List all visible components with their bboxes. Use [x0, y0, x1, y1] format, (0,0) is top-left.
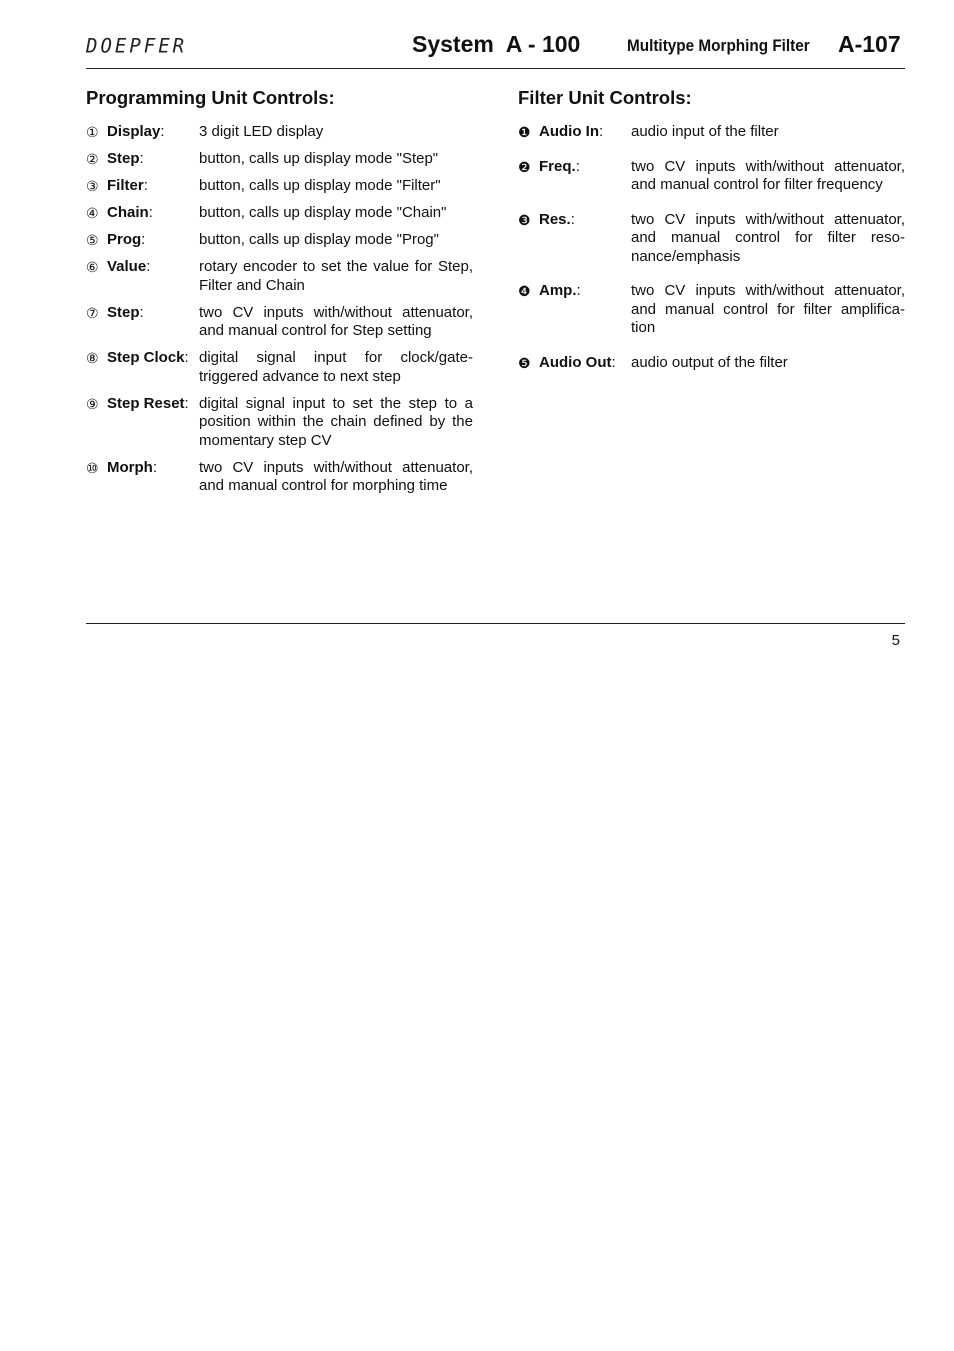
model-number: A-107	[838, 31, 901, 57]
item-description: button, calls up display mode "Filter"	[199, 177, 441, 194]
list-item: ⑧ Step Clock: digital signal input for clock/gate-triggered advance to next step	[86, 349, 473, 385]
list-item: ④ Chain: button, calls up display mode "Chain"	[86, 204, 473, 223]
item-number: ⑧	[86, 350, 99, 366]
item-number: ④	[86, 205, 99, 221]
item-description: audio output of the filter	[631, 353, 788, 371]
module-subtitle: Multitype Morphing Filter	[627, 36, 810, 55]
item-label: Display	[107, 123, 161, 140]
list-item: ❺ Audio Out: audio output of the filter	[518, 354, 905, 373]
item-number: ❹	[518, 283, 531, 299]
list-item: ③ Filter: button, calls up display mode "Filter"	[86, 177, 473, 196]
item-label: Audio In	[539, 123, 599, 140]
item-number: ❶	[518, 124, 531, 140]
list-item: ❶ Audio In: audio input of the filter	[518, 123, 905, 142]
list-item: ⑨ Step Reset: digital signal input to set the step to a position within the chain defined by the momentary step CV	[86, 394, 473, 449]
item-number: ❺	[518, 354, 531, 371]
programming-unit-section	[86, 87, 473, 504]
list-item: ② Step: button, calls up display mode "Step"	[86, 150, 473, 169]
item-label: Audio Out	[539, 353, 612, 371]
item-description: audio input of the filter	[631, 123, 779, 140]
item-label: Freq.	[539, 157, 576, 175]
footer-divider	[86, 623, 905, 624]
item-description: button, calls up display mode "Step"	[199, 150, 439, 167]
list-item: ❷ Freq.: two CV inputs with/without attenuator, and manual control for filter frequency	[518, 157, 905, 193]
item-number: ⑥	[86, 259, 99, 275]
item-description: two CV inputs with/without attenuator, and manual control for filter frequency	[631, 157, 905, 193]
item-label: Morph	[107, 458, 153, 476]
item-description: digital signal input for clock/gate-triggered advance to next step	[199, 349, 473, 385]
list-item: ❹ Amp.: two CV inputs with/without attenuator, and manual control for filter amplifica-tion	[518, 282, 905, 336]
item-label: Chain	[107, 204, 149, 221]
item-number: ❷	[518, 158, 531, 175]
item-description: two CV inputs with/without attenuator, and manual control for filter reso-nance/emphasis	[631, 210, 905, 265]
item-number: ❸	[518, 211, 531, 228]
item-number: ①	[86, 124, 99, 140]
item-number: ⑤	[86, 232, 99, 248]
item-label: Filter	[107, 177, 144, 194]
list-item: ① Display: 3 digit LED display	[86, 123, 473, 142]
item-label: Step	[107, 303, 140, 321]
list-item: ⑩ Morph: two CV inputs with/without attenuator, and manual control for morphing time	[86, 458, 473, 494]
item-label: Amp.	[539, 282, 577, 299]
list-item: ❸ Res.: two CV inputs with/without attenuator, and manual control for filter reso-nance/emphasis	[518, 210, 905, 265]
item-number: ⑨	[86, 395, 99, 412]
item-description: two CV inputs with/without attenuator, and manual control for filter amplifica-tion	[631, 282, 905, 336]
item-label: Prog	[107, 231, 142, 248]
item-description: two CV inputs with/without attenuator, and manual control for Step setting	[199, 303, 473, 339]
item-description: rotary encoder to set the value for Step, Filter and Chain	[199, 258, 473, 294]
item-number: ②	[86, 151, 99, 167]
item-number: ⑩	[86, 459, 99, 476]
page-number: 5	[891, 632, 900, 649]
filter-unit-section	[518, 87, 905, 388]
item-description: button, calls up display mode "Chain"	[199, 204, 447, 221]
item-label: Step Clock	[107, 349, 185, 366]
item-description: digital signal input to set the step to a position within the chain defined by the momentary step CV	[199, 394, 473, 449]
item-number: ⑦	[86, 304, 99, 321]
brand-logo: DOEPFER	[86, 34, 188, 58]
item-number: ③	[86, 178, 99, 194]
system-title: System A - 100	[412, 31, 581, 57]
item-label: Res.	[539, 210, 571, 228]
item-label: Step Reset	[107, 394, 185, 412]
list-item: ⑤ Prog: button, calls up display mode "Prog"	[86, 231, 473, 250]
list-item: ⑦ Step: two CV inputs with/without attenuator, and manual control for Step setting	[86, 303, 473, 339]
item-label: Step	[107, 150, 140, 167]
item-description: two CV inputs with/without attenuator, and manual control for morphing time	[199, 458, 473, 494]
list-item: ⑥ Value: rotary encoder to set the value for Step, Filter and Chain	[86, 258, 473, 294]
section-title: Programming Unit Controls:	[86, 87, 335, 108]
page-header	[86, 30, 905, 69]
item-description: 3 digit LED display	[199, 123, 324, 140]
item-label: Value	[107, 258, 147, 275]
section-title: Filter Unit Controls:	[518, 87, 692, 108]
item-description: button, calls up display mode "Prog"	[199, 231, 439, 248]
